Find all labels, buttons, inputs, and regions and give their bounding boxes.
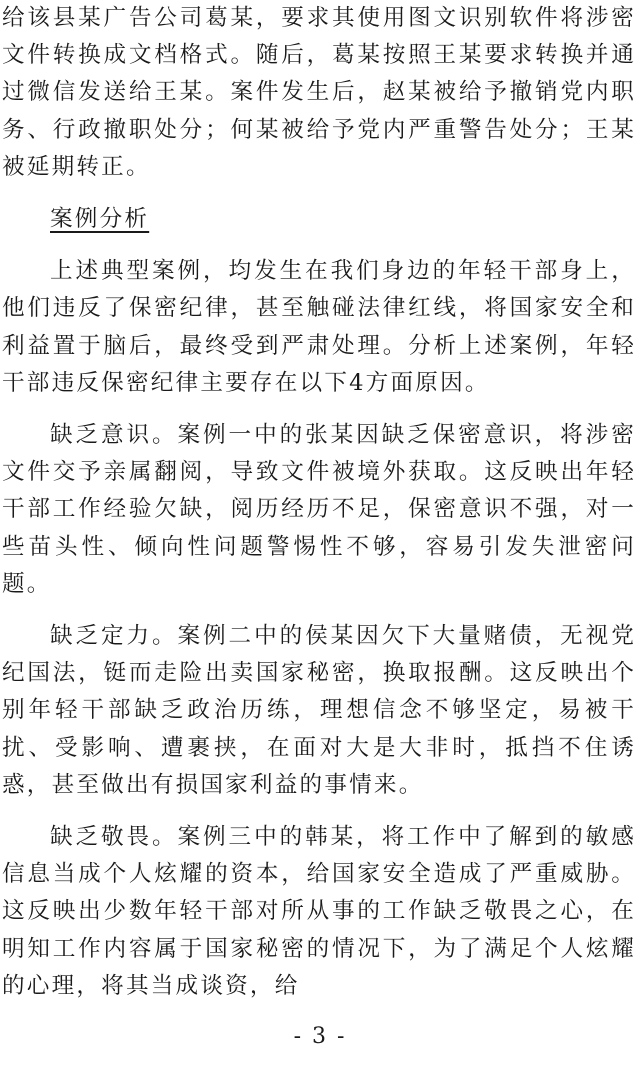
continuation-paragraph: 给该县某广告公司葛某，要求其使用图文识别软件将涉密文件转换成文档格式。随后，葛某按照王某要求转换并通过微信发送给王某。案件发生后，赵某被给予撤销党内职务、行政撤职处分；何某被给予党内严重警告处分；王某被延期转正。	[2, 5, 636, 180]
paragraph-lack-awareness: 缺乏意识。案例一中的张某因缺乏保密意识，将涉密文件交予亲属翻阅，导致文件被境外获取。这反映出年轻干部工作经验欠缺，阅历经历不足，保密意识不强，对一些苗头性、倾向性问题警惕性不够，容易引发失泄密问题。	[2, 422, 636, 597]
paragraph-gap	[2, 402, 636, 417]
paragraph-gap	[2, 603, 636, 618]
section-heading-text: 案例分析	[50, 206, 150, 233]
paragraph-lack-resolve: 缺乏定力。案例二中的侯某因欠下大量赌债，无视党纪国法，铤而走险出卖国家秘密，换取报酬。这反映出个别年轻干部缺乏政治历练，理想信念不够坚定，易被干扰、受影响、遭裹挟，在面对大是大非时，抵挡不住诱惑，甚至做出有损国家利益的事情来。	[2, 623, 636, 798]
paragraph-gap	[2, 238, 636, 253]
page-number: - 3 -	[293, 1024, 347, 1049]
paragraph-gap	[2, 804, 636, 819]
section-heading	[2, 201, 636, 238]
paragraph-gap	[2, 186, 636, 201]
body-text	[2, 0, 636, 1005]
paragraph-lack-reverence: 缺乏敬畏。案例三中的韩某，将工作中了解到的敏感信息当成个人炫耀的资本，给国家安全造成了严重威胁。这反映出少数年轻干部对所从事的工作缺乏敬畏之心，在明知工作内容属于国家秘密的情况下，为了满足个人炫耀的心理，将其当成谈资，给	[2, 824, 636, 999]
paragraph-summary: 上述典型案例，均发生在我们身边的年轻干部身上，他们违反了保密纪律，甚至触碰法律红线，将国家安全和利益置于脑后，最终受到严肃处理。分析上述案例，年轻干部违反保密纪律主要存在以下4方面原因。	[2, 258, 636, 396]
